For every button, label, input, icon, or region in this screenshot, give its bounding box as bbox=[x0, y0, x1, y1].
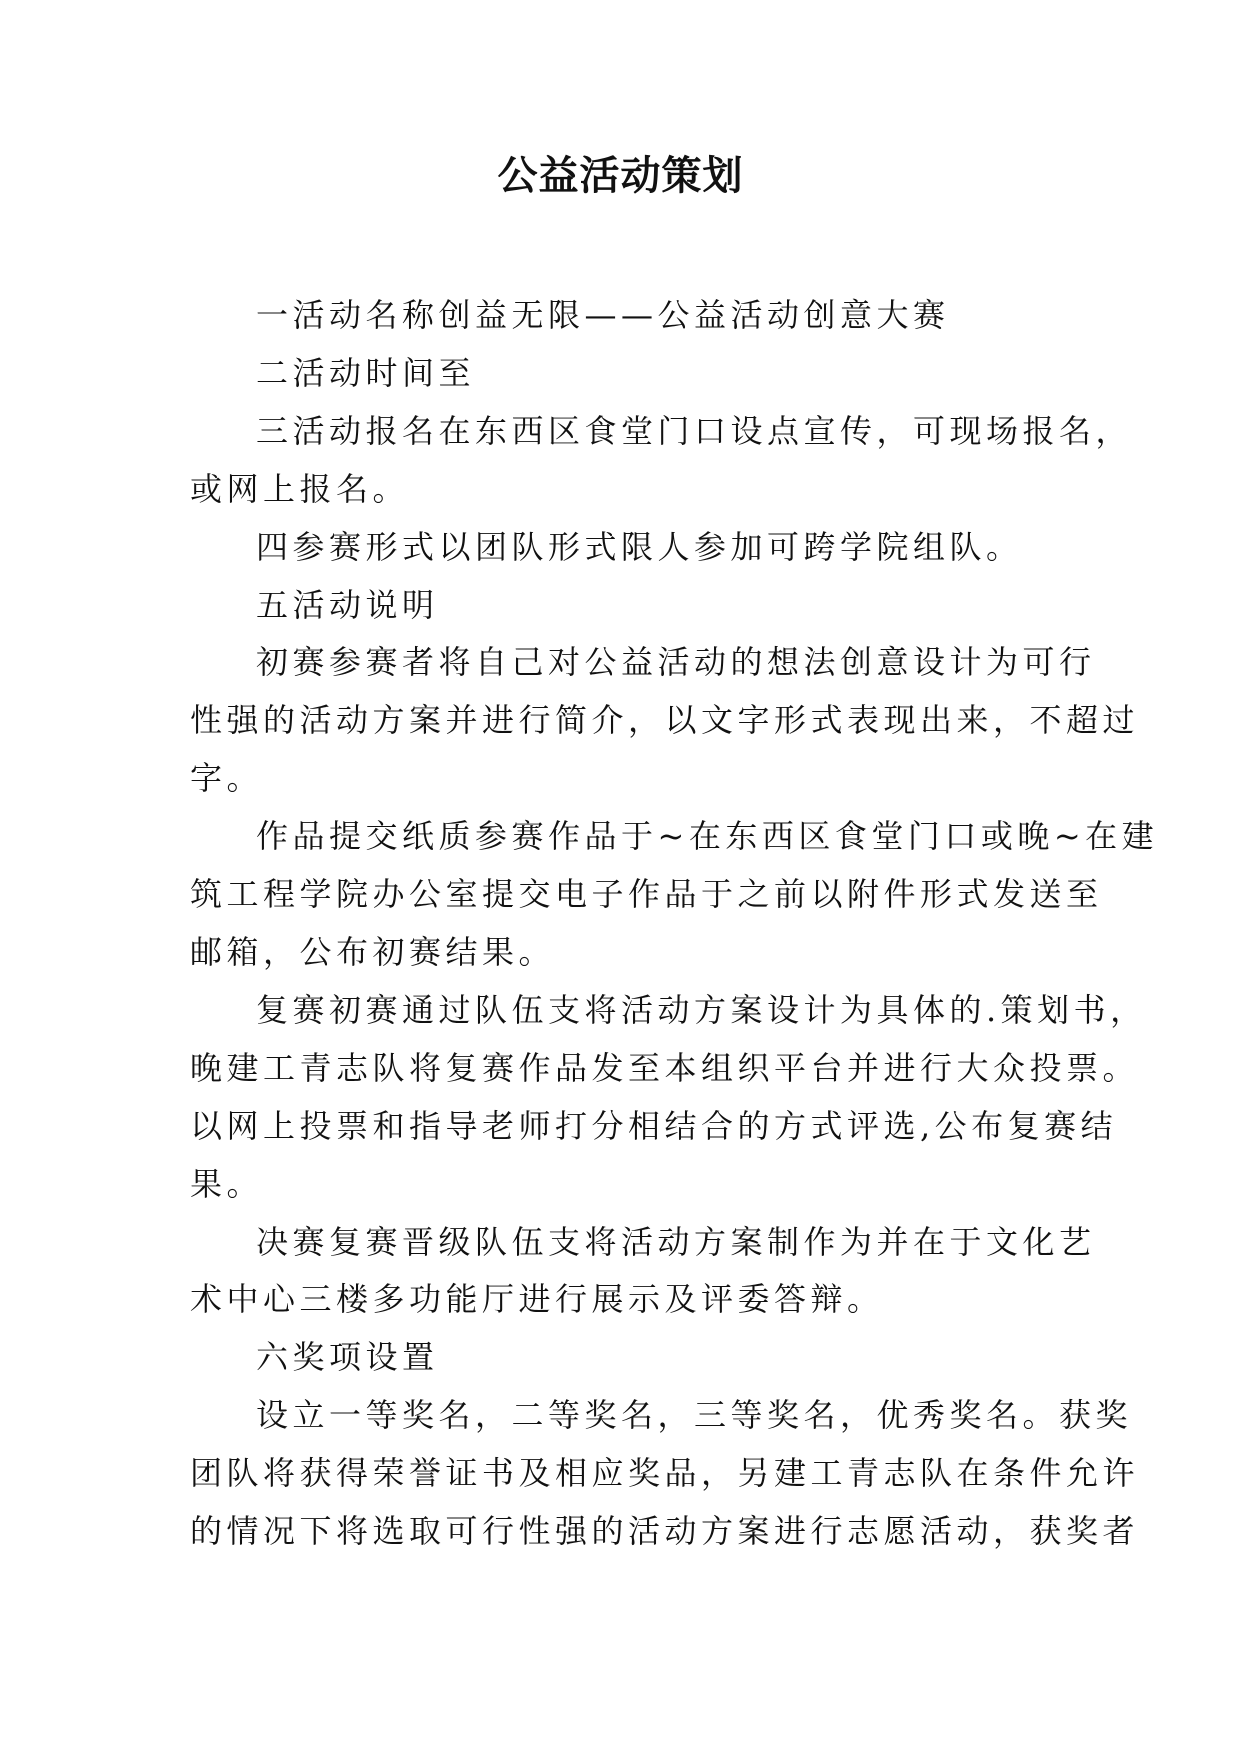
text-line: 一活动名称创益无限——公益活动创意大赛 bbox=[256, 296, 950, 334]
paragraph-description-heading bbox=[190, 577, 1060, 635]
paragraph-awards-heading bbox=[190, 1329, 1060, 1387]
text-line: 作品提交纸质参赛作品于~在东西区食堂门口或晚~在建 bbox=[256, 817, 1159, 856]
text-line: 二活动时间至 bbox=[256, 353, 476, 392]
text-line: 四参赛形式以团队形式限人参加可跨学院组队。 bbox=[256, 527, 1023, 566]
text-line: 以网上投票和指导老师打分相结合的方式评选,公布复赛结 bbox=[190, 1106, 1118, 1145]
text-line: 设立一等奖名，二等奖名，三等奖名，优秀奖名。获奖 bbox=[256, 1396, 1133, 1435]
text-line: 的情况下将选取可行性强的活动方案进行志愿活动，获奖者 bbox=[190, 1512, 1140, 1551]
paragraph-final bbox=[190, 1214, 1096, 1330]
paragraph-awards bbox=[190, 1387, 1140, 1561]
text-line: 决赛复赛晋级队伍支将活动方案制作为并在于文化艺 bbox=[256, 1222, 1096, 1261]
text-line: 或网上报名。 bbox=[190, 469, 410, 508]
document-body bbox=[190, 287, 1159, 1561]
paragraph-activity-time bbox=[190, 345, 1060, 403]
paragraph-preliminary bbox=[190, 634, 1140, 808]
text-line: 团队将获得荣誉证书及相应奖品，另建工青志队在条件允许 bbox=[190, 1454, 1140, 1493]
text-line: 晚建工青志队将复赛作品发至本组织平台并进行大众投票。 bbox=[190, 1048, 1140, 1087]
text-line: 三活动报名在东西区食堂门口设点宣传，可现场报名， bbox=[256, 411, 1133, 450]
text-line: 五活动说明 bbox=[256, 585, 439, 624]
paragraph-semifinal bbox=[190, 982, 1147, 1214]
document-title: 公益活动策划 bbox=[497, 153, 744, 199]
text-line: 性强的活动方案并进行简介，以文字形式表现出来，不超过 bbox=[190, 701, 1140, 740]
text-line: 初赛参赛者将自己对公益活动的想法创意设计为可行 bbox=[256, 643, 1096, 682]
paragraph-activity-name bbox=[190, 287, 1060, 345]
text-line: 邮箱，公布初赛结果。 bbox=[190, 932, 556, 971]
paragraph-submission bbox=[190, 808, 1159, 982]
paragraph-registration bbox=[190, 403, 1133, 519]
paragraph-format bbox=[190, 519, 1060, 577]
text-line: 字。 bbox=[190, 759, 264, 798]
text-line: 六奖项设置 bbox=[256, 1338, 439, 1377]
text-line: 果。 bbox=[190, 1164, 264, 1203]
text-line: 术中心三楼多功能厅进行展示及评委答辩。 bbox=[190, 1280, 884, 1319]
text-line: 筑工程学院办公室提交电子作品于之前以附件形式发送至 bbox=[190, 875, 1103, 914]
text-line: 复赛初赛通过队伍支将活动方案设计为具体的.策划书， bbox=[256, 990, 1147, 1029]
